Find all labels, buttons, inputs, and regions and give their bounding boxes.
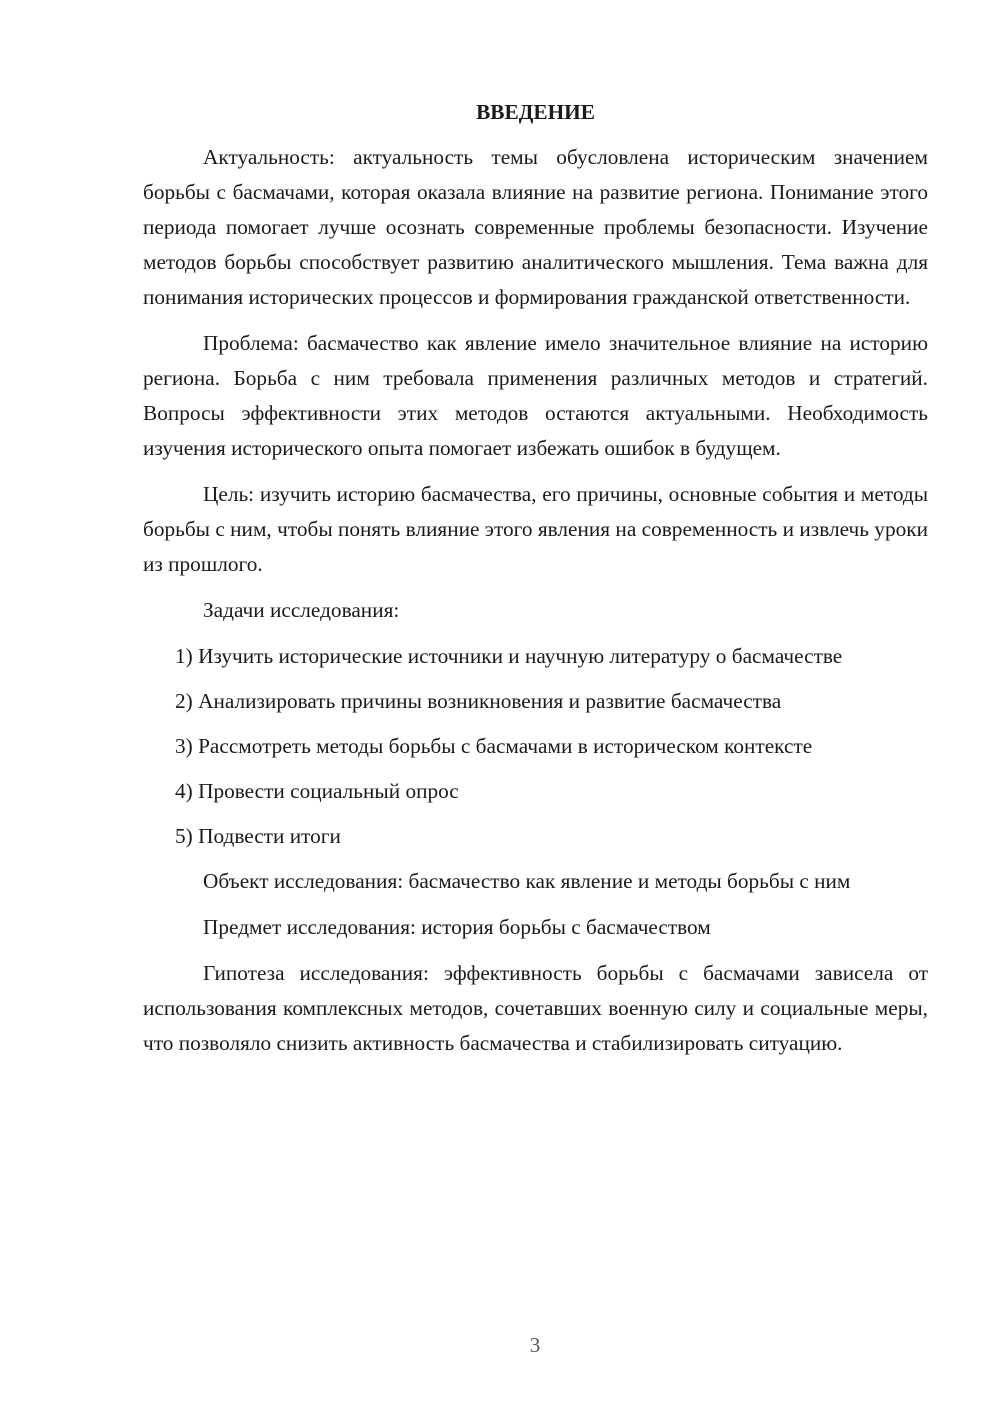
tasks-heading: Задачи исследования: — [203, 598, 400, 622]
goal-paragraph: Цель: изучить историю басмачества, его причины, основные события и методы борьбы с ним, чтобы понять влияние этого явления на современность и извлечь уроки из прошлого. — [143, 482, 928, 576]
task-item-2: 2) Анализировать причины возникновения и развитие басмачества — [175, 689, 782, 713]
page-number: 3 — [529, 1333, 541, 1357]
task-item-1: 1) Изучить исторические источники и научную литературу о басмачестве — [175, 644, 843, 668]
subject-paragraph: Предмет исследования: история борьбы с басмачеством — [203, 915, 711, 939]
task-item-4: 4) Провести социальный опрос — [175, 779, 459, 803]
task-item-3: 3) Рассмотреть методы борьбы с басмачами в историческом контексте — [175, 734, 813, 758]
hypothesis-paragraph: Гипотеза исследования: эффективность борьбы с басмачами зависела от использования комплексных методов, сочетавших военную силу и социальные меры, что позволяло снизить активность басмачества и стабилизировать ситуацию. — [143, 961, 928, 1055]
object-paragraph: Объект исследования: басмачество как явление и методы борьбы с ним — [203, 869, 851, 893]
task-item-5: 5) Подвести итоги — [175, 824, 341, 848]
page-title: ВВЕДЕНИЕ — [476, 100, 595, 124]
problem-paragraph: Проблема: басмачество как явление имело значительное влияние на историю региона. Борьба с ним требовала применения различных методов и стратегий. Вопросы эффективности этих методов остаются актуальными. Необходимость изучения исторического опыта помогает избежать ошибок в будущем. — [143, 331, 928, 460]
relevance-paragraph: Актуальность: актуальность темы обусловлена историческим значением борьбы с басмачами, которая оказала влияние на развитие региона. Понимание этого периода помогает лучше осознать современные проблемы безопасности. Изучение методов борьбы способствует развитию аналитического мышления. Тема важна для понимания исторических процессов и формирования гражданской ответственности. — [143, 145, 928, 309]
document-page — [143, 95, 928, 1072]
